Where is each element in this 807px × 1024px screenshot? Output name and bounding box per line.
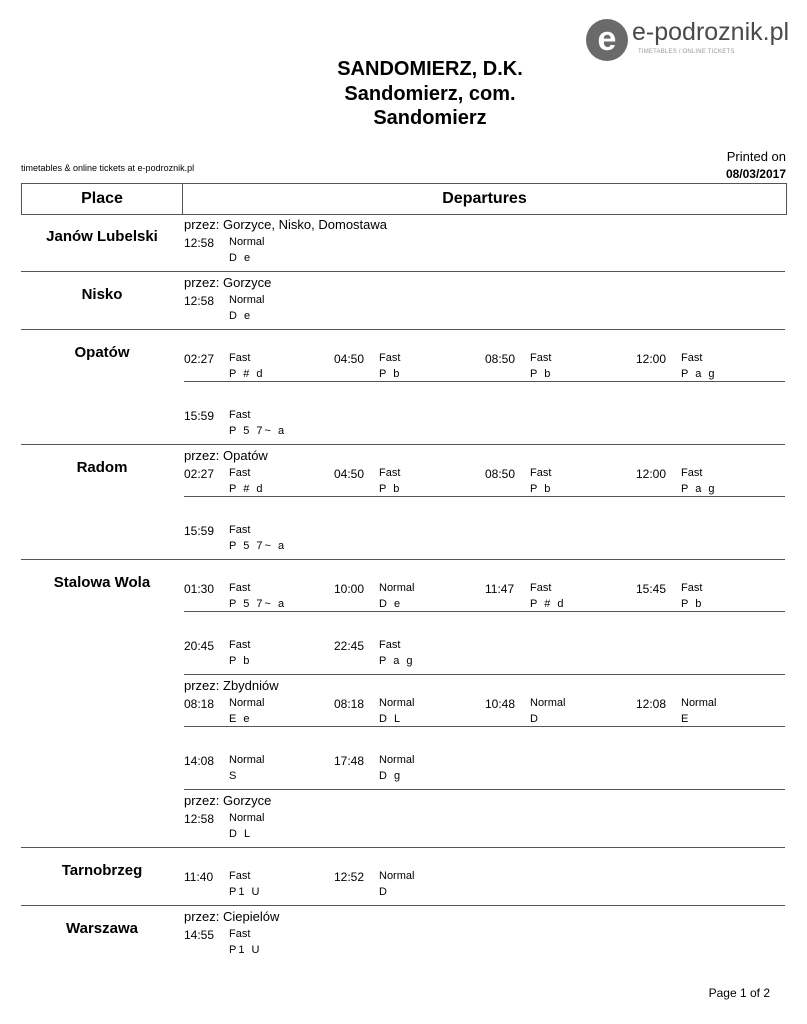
departure-time: 02:27 [184,352,215,366]
train-category: Fast [530,582,552,594]
departure-time: 08:50 [485,467,516,481]
train-codes: S [229,770,239,782]
train-codes: P b [229,655,252,667]
train-codes: P a g [681,483,717,495]
station-title: SANDOMIERZ, D.K. [337,58,523,80]
train-codes: P 5 7~ a [229,540,287,552]
commune-title: Sandomierz, com. [344,83,516,105]
train-category: Fast [229,582,251,594]
departure-time: 12:58 [184,294,215,308]
destination-divider [21,847,785,848]
row-divider [184,726,785,727]
train-category: Normal [379,754,415,766]
train-category: Normal [229,812,265,824]
via-route: przez: Gorzyce [184,275,272,290]
via-route: przez: Opatów [184,448,268,463]
train-codes: P # d [229,368,265,380]
train-codes: P 5 7~ a [229,425,287,437]
departure-time: 22:45 [334,639,365,653]
departure-time: 08:18 [184,697,215,711]
train-codes: P b [681,598,704,610]
train-category: Fast [530,467,552,479]
printed-date: 08/03/2017 [725,167,786,181]
group-divider [184,789,785,790]
departure-time: 12:00 [636,352,667,366]
train-codes: P b [530,368,553,380]
destination-name: Janów Lubelski [46,228,158,245]
departure-time: 12:00 [636,467,667,481]
train-category: Fast [681,467,703,479]
departure-time: 08:50 [485,352,516,366]
group-divider [184,674,785,675]
train-codes: P # d [530,598,566,610]
train-category: Fast [379,352,401,364]
departures-column-header: Departures [442,190,527,207]
departure-time: 01:30 [184,582,215,596]
logo-text: e-podroznik.pl [632,18,790,46]
destination-divider [21,329,785,330]
train-category: Fast [229,524,251,536]
site-note: timetables & online tickets at e-podroznik.pl [21,163,195,173]
via-route: przez: Gorzyce, Nisko, Domostawa [184,217,388,232]
train-codes: D L [229,828,253,840]
train-codes: D e [379,598,403,610]
destination-divider [21,559,785,560]
train-category: Fast [229,639,251,651]
train-category: Normal [229,754,265,766]
train-category: Fast [379,467,401,479]
destination-name: Warszawa [66,920,138,937]
destination-name: Tarnobrzeg [61,862,143,879]
train-codes: E [681,713,691,725]
train-codes: D e [229,310,253,322]
train-category: Fast [681,352,703,364]
train-category: Fast [229,409,251,421]
train-codes: P a g [681,368,717,380]
row-divider [184,496,785,497]
departure-time: 14:55 [184,928,215,942]
train-category: Fast [229,928,251,940]
departure-time: 11:40 [184,870,214,884]
departure-time: 12:58 [184,812,215,826]
via-route: przez: Gorzyce [184,793,272,808]
departure-time: 20:45 [184,639,215,653]
train-codes: P 5 7~ a [229,598,287,610]
train-category: Fast [229,870,251,882]
destination-divider [21,444,785,445]
departure-time: 11:47 [485,582,515,596]
destination-divider [21,271,785,272]
train-codes: D [530,713,540,725]
via-route: przez: Ciepielów [184,909,280,924]
train-category: Normal [229,236,265,248]
train-category: Fast [681,582,703,594]
departure-time: 15:59 [184,409,215,423]
departure-time: 15:59 [184,524,215,538]
train-codes: P b [379,368,402,380]
train-category: Fast [229,352,251,364]
logo-mark: e [586,19,628,61]
train-codes: D g [379,770,403,782]
row-divider [184,381,785,382]
train-codes: E e [229,713,252,725]
departure-time: 02:27 [184,467,215,481]
departure-time: 12:08 [636,697,667,711]
destination-name: Opatów [74,344,130,361]
train-category: Fast [530,352,552,364]
train-category: Normal [379,582,415,594]
train-category: Fast [229,467,251,479]
departure-time: 12:58 [184,236,215,250]
destination-divider [21,905,785,906]
train-codes: P a g [379,655,415,667]
train-category: Normal [681,697,717,709]
train-codes: P1 U [229,886,262,898]
departure-time: 15:45 [636,582,667,596]
departure-time: 17:48 [334,754,365,768]
train-codes: P b [530,483,553,495]
train-codes: P b [379,483,402,495]
page-number: Page 1 of 2 [708,986,770,1000]
departure-time: 04:50 [334,352,365,366]
train-codes: D e [229,252,253,264]
train-codes: D [379,886,389,898]
train-codes: P # d [229,483,265,495]
town-title: Sandomierz [373,107,487,129]
train-category: Fast [379,639,401,651]
destination-name: Radom [76,459,128,476]
departure-time: 08:18 [334,697,365,711]
destination-name: Stalowa Wola [53,574,151,591]
departure-time: 14:08 [184,754,215,768]
train-codes: P1 U [229,944,262,956]
train-category: Normal [229,697,265,709]
train-category: Normal [379,697,415,709]
via-route: przez: Zbydniów [184,678,279,693]
destination-name: Nisko [81,286,123,303]
row-divider [184,611,785,612]
train-category: Normal [229,294,265,306]
departure-time: 10:48 [485,697,516,711]
departure-time: 04:50 [334,467,365,481]
train-codes: D L [379,713,403,725]
train-category: Normal [530,697,566,709]
printed-label: Printed on [726,149,786,164]
place-column-header: Place [81,190,123,207]
train-category: Normal [379,870,415,882]
logo-tagline: TIMETABLES / ONLINE TICKETS [638,49,735,55]
departure-time: 12:52 [334,870,365,884]
departure-time: 10:00 [334,582,365,596]
